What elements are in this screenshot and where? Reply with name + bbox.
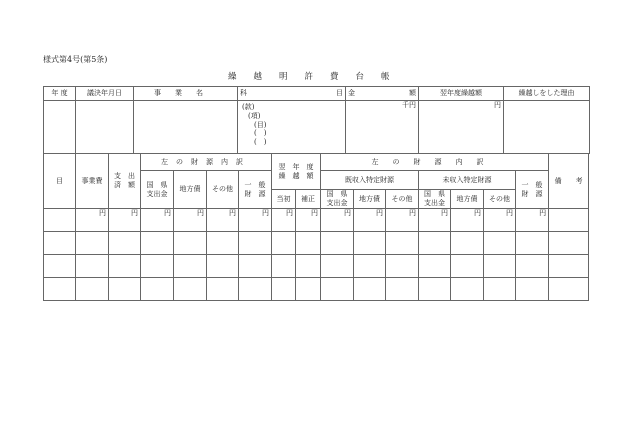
subject-blank-1: ( ) [254, 129, 267, 138]
table-cell[interactable]: 円 [76, 209, 109, 232]
table-cell[interactable] [174, 232, 207, 255]
table-row [44, 278, 589, 301]
table-cell[interactable] [239, 278, 272, 301]
header-subject-1: 科 [240, 89, 247, 98]
header-carryover: 翌年度繰越額 [419, 87, 504, 101]
table-cell[interactable] [44, 232, 76, 255]
table-cell[interactable] [419, 255, 451, 278]
table-cell[interactable] [44, 278, 76, 301]
table-cell[interactable]: 円 [109, 209, 141, 232]
unp-1: 国 県 [424, 190, 445, 199]
table-cell[interactable]: 円 [516, 209, 549, 232]
table-cell[interactable]: 円 [354, 209, 386, 232]
carry-2: 繰 越 額 [278, 171, 314, 180]
table-cell[interactable] [207, 278, 239, 301]
table-cell[interactable] [516, 255, 549, 278]
header-received-specific: 既収入特定財源 [321, 171, 419, 190]
table-cell[interactable] [484, 255, 516, 278]
header-received-other: その他 [386, 190, 419, 209]
header-national-pref [141, 171, 174, 209]
header-amount-2: 額 [409, 89, 416, 98]
cell-project-name[interactable] [134, 101, 238, 154]
table-cell[interactable]: 円 [451, 209, 484, 232]
table-cell[interactable]: 円 [419, 209, 451, 232]
table-cell[interactable] [516, 278, 549, 301]
header-received-national-pref [321, 190, 354, 209]
table-cell[interactable] [141, 232, 174, 255]
header-paid-amount [109, 154, 141, 209]
table-cell[interactable] [44, 209, 76, 232]
header-moku: 目 [44, 154, 76, 209]
table-cell[interactable]: 円 [484, 209, 516, 232]
table-cell[interactable]: 円 [321, 209, 354, 232]
header-initial: 当初 [272, 190, 296, 209]
header-left-breakdown: 左の財源内訳 [141, 154, 272, 171]
header-amount-1: 金 [348, 89, 355, 98]
table-cell[interactable] [484, 278, 516, 301]
np-2: 支出金 [146, 189, 168, 198]
np-1: 国 県 [146, 180, 168, 189]
table-cell[interactable] [549, 232, 589, 255]
table-cell[interactable] [76, 278, 109, 301]
table-cell[interactable] [109, 278, 141, 301]
header-unreceived-local-bond: 地方債 [451, 190, 484, 209]
table-cell[interactable] [239, 255, 272, 278]
rnp-1: 国 県 [326, 190, 348, 199]
gf2-2: 財 源 [521, 189, 543, 198]
table-cell[interactable] [174, 278, 207, 301]
table-cell[interactable] [549, 278, 589, 301]
paid-2: 済 額 [114, 181, 135, 189]
table-cell[interactable] [76, 255, 109, 278]
table-cell[interactable] [141, 255, 174, 278]
subject-blank-2: ( ) [254, 138, 267, 146]
table-cell[interactable] [451, 232, 484, 255]
table-cell[interactable] [354, 232, 386, 255]
header-unreceived-national-pref [419, 190, 451, 209]
header-supplementary: 補正 [296, 190, 321, 209]
table-cell[interactable] [76, 232, 109, 255]
table-cell[interactable] [207, 232, 239, 255]
table-cell[interactable] [239, 232, 272, 255]
header-next-year-carry [272, 154, 321, 190]
header-subject [238, 87, 346, 101]
table-row [44, 209, 589, 232]
header-project-name: 事業名 [134, 87, 238, 101]
table-cell[interactable] [354, 255, 386, 278]
header-year: 年 度 [44, 87, 76, 101]
table-cell[interactable] [516, 232, 549, 255]
table-cell[interactable] [451, 255, 484, 278]
table-row [44, 232, 589, 255]
gf-2: 財 源 [244, 189, 266, 198]
table-cell[interactable] [272, 255, 296, 278]
summary-table [43, 86, 590, 154]
rnp-2: 支出金 [326, 199, 348, 207]
header-local-bond: 地方債 [174, 171, 207, 209]
table-cell[interactable] [549, 209, 589, 232]
table-cell[interactable] [484, 232, 516, 255]
table-cell[interactable] [296, 278, 321, 301]
table-cell[interactable]: 円 [386, 209, 419, 232]
header-other: その他 [207, 171, 239, 209]
table-cell[interactable] [386, 278, 419, 301]
table-cell[interactable] [321, 255, 354, 278]
table-cell[interactable] [109, 232, 141, 255]
header-remarks: 備 考 [549, 154, 589, 209]
subject-moku: (目) [254, 120, 267, 129]
header-unreceived-specific: 未収入特定財源 [419, 171, 516, 190]
table-cell[interactable] [44, 255, 76, 278]
table-cell[interactable] [549, 255, 589, 278]
header-project-cost: 事業費 [76, 154, 109, 209]
header-received-local-bond: 地方債 [354, 190, 386, 209]
header-unreceived-other: その他 [484, 190, 516, 209]
table-cell[interactable]: 円 [272, 209, 296, 232]
header-reason: 繰越しをした理由 [504, 87, 590, 101]
table-cell[interactable] [321, 232, 354, 255]
table-cell[interactable] [296, 232, 321, 255]
table-cell[interactable] [109, 255, 141, 278]
form-number: 様式第4号(第5条) [43, 55, 108, 64]
table-row [44, 255, 589, 278]
table-cell[interactable] [272, 278, 296, 301]
header-amount [346, 87, 419, 101]
table-cell[interactable] [386, 255, 419, 278]
header-general-fund-2 [516, 171, 549, 209]
table-cell[interactable] [272, 232, 296, 255]
table-cell[interactable] [174, 255, 207, 278]
subject-kou: (項) [248, 111, 261, 120]
table-cell[interactable] [354, 278, 386, 301]
cell-reason[interactable] [504, 101, 590, 154]
table-cell[interactable]: 円 [174, 209, 207, 232]
cell-amount[interactable]: 千円 [346, 101, 419, 154]
table-cell[interactable] [386, 232, 419, 255]
cell-year[interactable] [44, 101, 76, 154]
table-cell[interactable]: 円 [207, 209, 239, 232]
cell-subject[interactable] [238, 101, 346, 154]
gf2-1: 一 般 [521, 180, 543, 189]
cell-carryover[interactable]: 円 [419, 101, 504, 154]
subject-kan: (款) [242, 103, 255, 111]
table-cell[interactable] [141, 278, 174, 301]
header-resolution-date: 議決年月日 [76, 87, 134, 101]
paid-1: 支 出 [114, 172, 135, 181]
page-title: 繰越明許費台帳 [228, 72, 407, 82]
header-general-fund [239, 171, 272, 209]
table-cell[interactable]: 円 [239, 209, 272, 232]
gf-1: 一 般 [244, 180, 266, 189]
table-cell[interactable] [451, 278, 484, 301]
header-subject-2: 目 [336, 89, 343, 98]
table-cell[interactable] [419, 232, 451, 255]
detail-table [43, 153, 589, 301]
unp-2: 支出金 [424, 199, 445, 207]
table-cell[interactable] [419, 278, 451, 301]
table-cell[interactable]: 円 [296, 209, 321, 232]
table-cell[interactable] [207, 255, 239, 278]
header-left-breakdown-2: 左の財源内訳 [321, 154, 549, 171]
table-cell[interactable] [321, 278, 354, 301]
carry-1: 翌 年 度 [278, 162, 314, 171]
table-cell[interactable]: 円 [141, 209, 174, 232]
cell-resolution-date[interactable] [76, 101, 134, 154]
table-cell[interactable] [296, 255, 321, 278]
